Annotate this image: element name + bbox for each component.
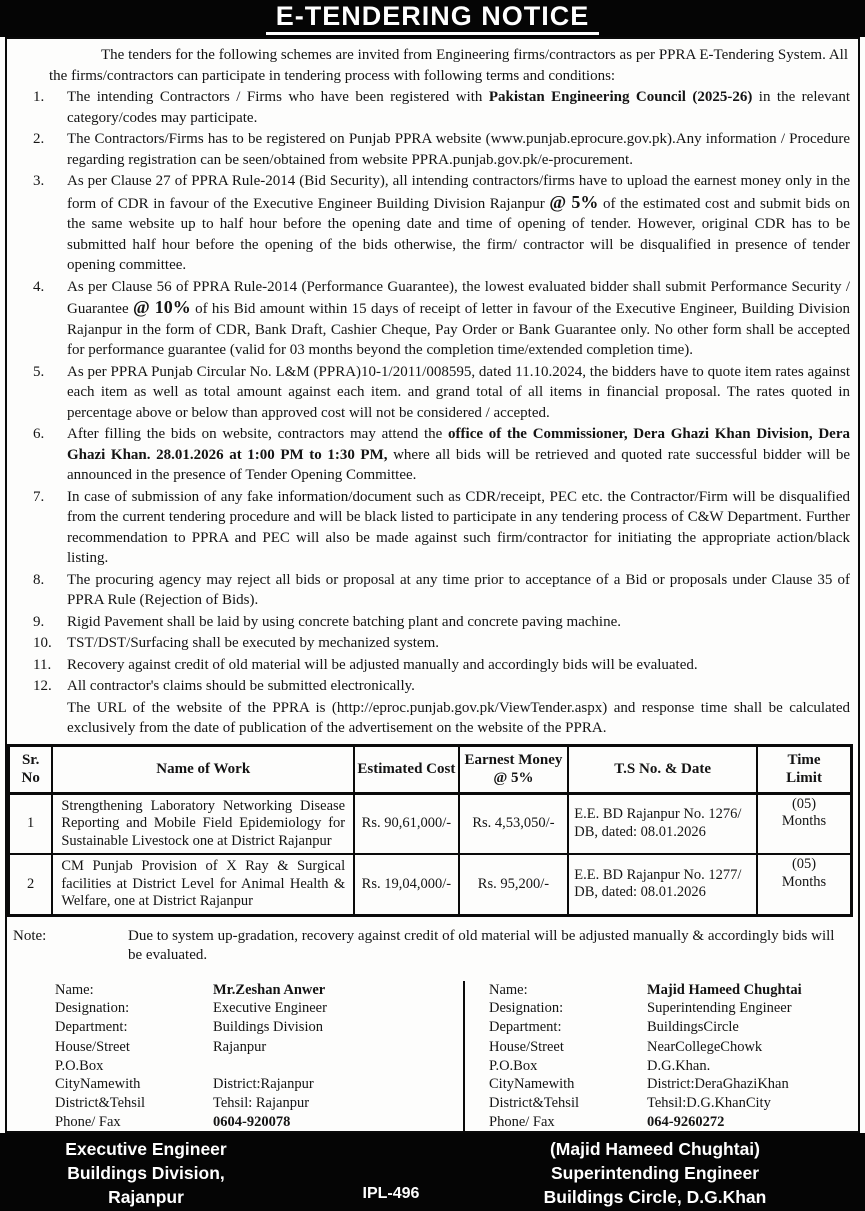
works-header-cell: T.S No. & Date [568,745,757,793]
contact-row [489,981,850,1000]
cell-time-limit: (05) Months [757,854,851,915]
terms-list [7,87,850,739]
term-number: 9. [33,613,45,630]
cell-estimated-cost: Rs. 19,04,000/- [354,854,459,915]
term-number: 5. [33,363,45,380]
intro-paragraph: The tenders for the following schemes are invited from Engineering firms/contractors as per PPRA E-Tendering System. All the firms/contractors can participate in tendering process with following terms and conditions: [49,47,848,84]
term-number: 1. [33,89,45,105]
contact-value: Rajanpur [213,1039,267,1056]
term-item-8 [7,570,850,611]
term-text [67,87,850,128]
contact-value [213,1057,463,1076]
contact-label: CityNamewith [55,1076,141,1093]
contact-value: Majid Hameed Chughtai [647,981,802,998]
term-text [67,277,850,361]
works-header-cell: Name of Work [52,745,354,793]
footer-ipl-number [292,1133,490,1211]
term-segment: As per Clause 27 of PPRA Rule-2014 (Bid Security), all intending contractors/firms have to upload the earnest money only in the form of CDR in favour of the Executive Engineer Building Division Rajanpur [67,173,850,212]
contact-value: NearCollegeChowk [647,1039,763,1056]
term-text [67,676,850,697]
term-text [67,424,850,486]
term-segment: TST/DST/Surfacing shall be executed by mechanized system. [67,635,439,651]
term-segment: The Contractors/Firms has to be registered on Punjab PPRA website (www.punjab.eprocure.gov.pk).Any information / Procedure regarding registration can be seen/obtained from website PPRA.punjab.gov.pk/e-procurement. [67,131,850,168]
footer-signatory-left [0,1133,292,1211]
term-number: 12. [33,678,52,694]
footer-bar [0,1133,865,1211]
cell-earnest-money: Rs. 95,200/- [459,854,569,915]
table-row [9,793,852,854]
term-segment: Recovery against credit of old material will be adjusted manually and accordingly bids will be evaluated. [67,656,698,673]
contact-value: D.G.Khan. [647,1057,711,1074]
term-number: 11. [33,656,52,673]
term-segment: The procuring agency may reject all bids or proposal at any time prior to acceptance of a Bid or proposals under Clause 35 of PPRA Rule (Rejection of Bids). [67,571,850,608]
term-text [67,570,850,611]
cell-name-of-work: Strengthening Laboratory Networking Disease Reporting and Mobile Field Epidemiology for Sustainable Livestock one at District Rajanpur [52,793,354,854]
term-number: 4. [33,278,45,295]
term-item-9 [7,612,850,633]
term-item-12 [7,676,850,697]
contact-label: Phone/ Fax [55,1113,121,1130]
contact-label: House/Street [489,1039,564,1056]
contact-row [489,1094,850,1113]
contact-value: District:DeraGhaziKhan [647,1076,789,1093]
page-title: E-TENDERING NOTICE [266,3,600,35]
term-text [67,612,850,633]
works-table [7,744,853,917]
cell-ts-no-date: E.E. BD Rajanpur No. 1277/ DB, dated: 08.01.2026 [568,854,757,915]
contact-row [489,1075,850,1094]
table-row [9,854,852,915]
term-emphasis: @ 10% [132,297,191,317]
contact-label: Name: [489,981,528,998]
contact-row [489,1057,850,1076]
contact-row [55,999,463,1018]
contact-row [55,1113,463,1132]
term-segment: After filling the bids on website, contractors may attend the [67,426,449,442]
contact-value: 0604-920078 [213,1113,291,1130]
term-text [67,633,850,654]
contact-label: District&Tehsil [55,1095,146,1112]
works-table-body [9,793,852,915]
ipl-number-text: IPL-496 [362,1185,420,1203]
term-item-6 [7,424,850,486]
contact-value: Superintending Engineer [647,1000,792,1017]
term-number [7,698,67,739]
term-text [67,129,850,170]
term-segment: All contractor's claims should be submitted electronically. [67,678,415,694]
contact-row [55,1018,463,1037]
contact-row [55,1038,463,1057]
contact-label: District&Tehsil [489,1095,580,1112]
contact-value: Tehsil: Rajanpur [213,1095,310,1112]
term-item-7 [7,487,850,569]
contact-row [489,1038,850,1057]
term-number: 3. [33,173,45,189]
term-item-10 [7,633,850,654]
footer-right-lines: (Majid Hameed Chughtai) Superintending Engineer Buildings Circle, D.G.Khan [543,1139,767,1208]
footer-left-lines: Executive Engineer Buildings Division, Rajanpur [65,1139,227,1208]
term-number: 6. [33,426,45,442]
term-item-11 [7,655,850,676]
works-header-cell: Time Limit [757,745,851,793]
contact-value: Mr.Zeshan Anwer [213,981,326,998]
cell-ts-no-date: E.E. BD Rajanpur No. 1276/ DB, dated: 08.01.2026 [568,793,757,854]
works-header-cell: Sr. No [9,745,53,793]
contact-row [55,1057,463,1076]
contact-row [55,981,463,1000]
contact-column-executive-engineer [7,981,463,1132]
term-segment: In case of submission of any fake information/document such as CDR/receipt, PEC etc. the Contractor/Firm will be disqualified from the current tendering procedure and will be black listed to participate in any tendering process of C&W Department. Further recommendation to PPRA and PEC will also be made against such firm/contractor for initiating the appropriate action/black listing. [67,488,850,566]
contact-label: Phone/ Fax [489,1113,555,1130]
term-item-1 [7,87,850,128]
term-text [67,171,850,276]
term-segment: in the relevant category/codes may participate. [67,89,850,126]
contact-column-superintending-engineer [463,981,850,1132]
note-label: Note: [13,927,47,944]
term-segment: The intending Contractors / Firms who have been registered with [67,89,489,105]
cell-sr-no: 1 [9,793,53,854]
footer-signatory-right [490,1133,865,1211]
contact-label: P.O.Box [55,1057,104,1074]
term-emphasis: Pakistan Engineering Council (2025-26) [488,89,753,105]
term-emphasis: office of the Commissioner, Dera Ghazi Khan Division, Dera Ghazi Khan. 28.01.2026 at 1:00 PM to 1:30 PM, [67,426,851,463]
contact-label: Name: [55,981,94,998]
term-segment: Rigid Pavement shall be laid by using concrete batching plant and concrete paving machine. [67,613,621,630]
contact-value: Buildings Division [213,1018,323,1035]
contact-value: BuildingsCircle [647,1018,739,1035]
contact-label: P.O.Box [489,1057,538,1074]
term-text [67,487,850,569]
cell-estimated-cost: Rs. 90,61,000/- [354,793,459,854]
contact-row [489,1018,850,1037]
contacts-section [7,981,850,1132]
note-text: Due to system up-gradation, recovery against credit of old material will be adjusted manually & accordingly bids will be evaluated. [128,927,835,963]
term-emphasis: @ 5% [549,191,599,212]
term-item-5 [7,362,850,424]
cell-name-of-work: CM Punjab Provision of X Ray & Surgical facilities at District Level for Animal Health & Welfare, one at District Rajanpur [52,854,354,915]
contact-label: Designation: [55,1000,130,1017]
term-text [67,655,850,676]
contact-row [55,1075,463,1094]
contact-label: Designation: [489,1000,564,1017]
term-segment: The URL of the website of the PPRA is (http://eproc.punjab.gov.pk/ViewTender.aspx) and response time shall be calculated exclusively from the date of publication of the advertisement on the website of the PPRA. [67,699,850,736]
title-band [0,0,865,37]
term-segment: where all bids will be retrieved and quoted rate successful bidder will be announced in the presence of Tender Opening Committee. [67,446,851,483]
contact-row [489,1113,850,1132]
contact-label: House/Street [55,1039,130,1056]
term-text [67,698,850,739]
term-number: 2. [33,131,45,147]
term-segment: of his Bid amount within 15 days of receipt of letter in favour of the Executive Engineer, Building Division Rajanpur in the form of CDR, Bank Draft, Cashier Cheque, Pay Order or Bank Guarantee only. No other form shall be accepted for performance guarantee (valid for 03 months beyond the completion time/extended completion time). [67,301,850,358]
term-segment: As per PPRA Punjab Circular No. L&M (PPRA)10-1/2011/008595, dated 11.10.2024, the bidders have to quote item rates against each item as well as total amount against each item. and grand total of all items in financial proposal. The rates quoted in percentage above or below than approved cost will not be considered / accepted. [67,363,850,421]
contact-row [489,999,850,1018]
contact-label: Department: [489,1018,562,1035]
term-segment: of the estimated cost and submit bids on the same website up to half hour before the opening date and time of opening of tender. However, original CDR has to be submitted half hour before the opening of the bids otherwise, the firm/ contractor will be disqualified in presence of tender opening committee. [67,195,851,273]
works-header-cell: Earnest Money @ 5% [459,745,569,793]
term-number: 10. [33,635,52,651]
term-item-url [7,698,850,739]
term-item-2 [7,129,850,170]
contact-value: 064-9260272 [647,1113,725,1130]
term-number: 7. [33,488,45,505]
contact-value: District:Rajanpur [213,1076,314,1093]
works-header-row [9,745,852,793]
term-number: 8. [33,571,45,588]
works-header-cell: Estimated Cost [354,745,459,793]
cell-earnest-money: Rs. 4,53,050/- [459,793,569,854]
contact-label: Department: [55,1018,128,1035]
contact-label: CityNamewith [489,1076,575,1093]
cell-sr-no: 2 [9,854,53,915]
term-item-4 [7,277,850,361]
term-item-3 [7,171,850,276]
content-frame [5,37,860,1133]
term-segment: As per Clause 56 of PPRA Rule-2014 (Performance Guarantee), the lowest evaluated bidder shall submit Performance Security / Guarantee [67,278,850,317]
contact-value: Executive Engineer [213,1000,327,1017]
works-table-header [9,745,852,793]
cell-time-limit: (05) Months [757,793,851,854]
term-text [67,362,850,424]
contact-value: Tehsil:D.G.KhanCity [647,1095,771,1112]
note-row [13,927,846,965]
contact-row [55,1094,463,1113]
